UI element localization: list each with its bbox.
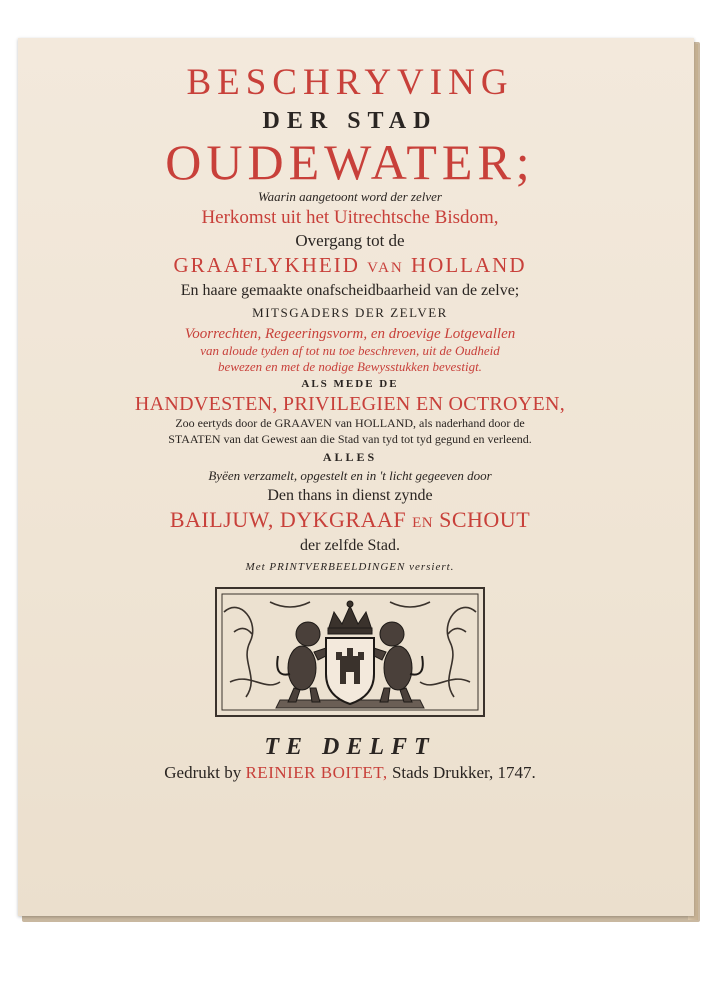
van-word: VAN (367, 260, 404, 276)
subtitle-staaten: STAATEN van dat Gewest aan die Stad van tyd tot tyd gegund en verleend. (168, 432, 532, 446)
imprint-printer: REINIER BOITET, (245, 763, 388, 782)
subtitle-als-mede: ALS MEDE DE (301, 378, 399, 390)
holland-word: HOLLAND (411, 253, 527, 277)
title-line-beschryving: BESCHRYVING (186, 62, 514, 103)
subtitle-met-print: Met PRINTVERBEELDINGEN versiert. (245, 561, 455, 573)
en-word: EN (412, 515, 434, 531)
subtitle-graaflykheid (70, 252, 630, 281)
subtitle-herkomst: Herkomst uit het Uitrechtsche Bisdom, (201, 207, 499, 228)
subtitle-waarin: Waarin aangetoont word der zelver (258, 189, 442, 204)
graaflykheid-word: GRAAFLYKHEID (173, 253, 360, 277)
title-page-text (70, 60, 630, 784)
imprint-line (70, 762, 630, 784)
subtitle-zoo: Zoo eertyds door de GRAAVEN van HOLLAND, als naderhand door de (175, 416, 525, 430)
subtitle-handvesten: HANDVESTEN, PRIVILEGIEN EN OCTROYEN, (134, 393, 566, 415)
subtitle-der-zelfde: der zelfde Stad. (300, 537, 400, 554)
subtitle-byeen: Byëen verzamelt, opgestelt en in 't licht gegeeven door (208, 468, 492, 483)
subtitle-alles: ALLES (322, 450, 378, 464)
title-line-oudewater: OUDEWATER; (165, 134, 535, 190)
subtitle-overgang: Overgang tot de (295, 231, 405, 250)
schout-word: SCHOUT (439, 507, 531, 532)
subtitle-haare: En haare gemaakte onafscheidbaarheid van de zelve; (180, 282, 520, 299)
subtitle-voorrechten: Voorrechten, Regeeringsvorm, en droevige Lotgevallen (184, 326, 516, 342)
subtitle-bewezen: bewezen en met de nodige Bewysstukken bevestigt. (218, 359, 482, 374)
imprint-place: TE DELFT (264, 734, 436, 760)
subtitle-bailjuw (70, 507, 630, 536)
bailjuw-words: BAILJUW, DYKGRAAF (169, 507, 407, 532)
title-line-der-stad: DER STAD (262, 108, 438, 134)
subtitle-mitsgaders: MITSGADERS DER ZELVER (252, 305, 448, 320)
imprint-gedrukt: Gedrukt by (164, 763, 242, 782)
coat-of-arms-vignette (210, 582, 490, 722)
subtitle-aloude: van aloude tyden af tot nu toe beschreven, uit de Oudheid (200, 343, 500, 358)
imprint-stads: Stads Drukker, 1747. (391, 763, 536, 782)
subtitle-den-thans: Den thans in dienst zynde (267, 487, 433, 504)
